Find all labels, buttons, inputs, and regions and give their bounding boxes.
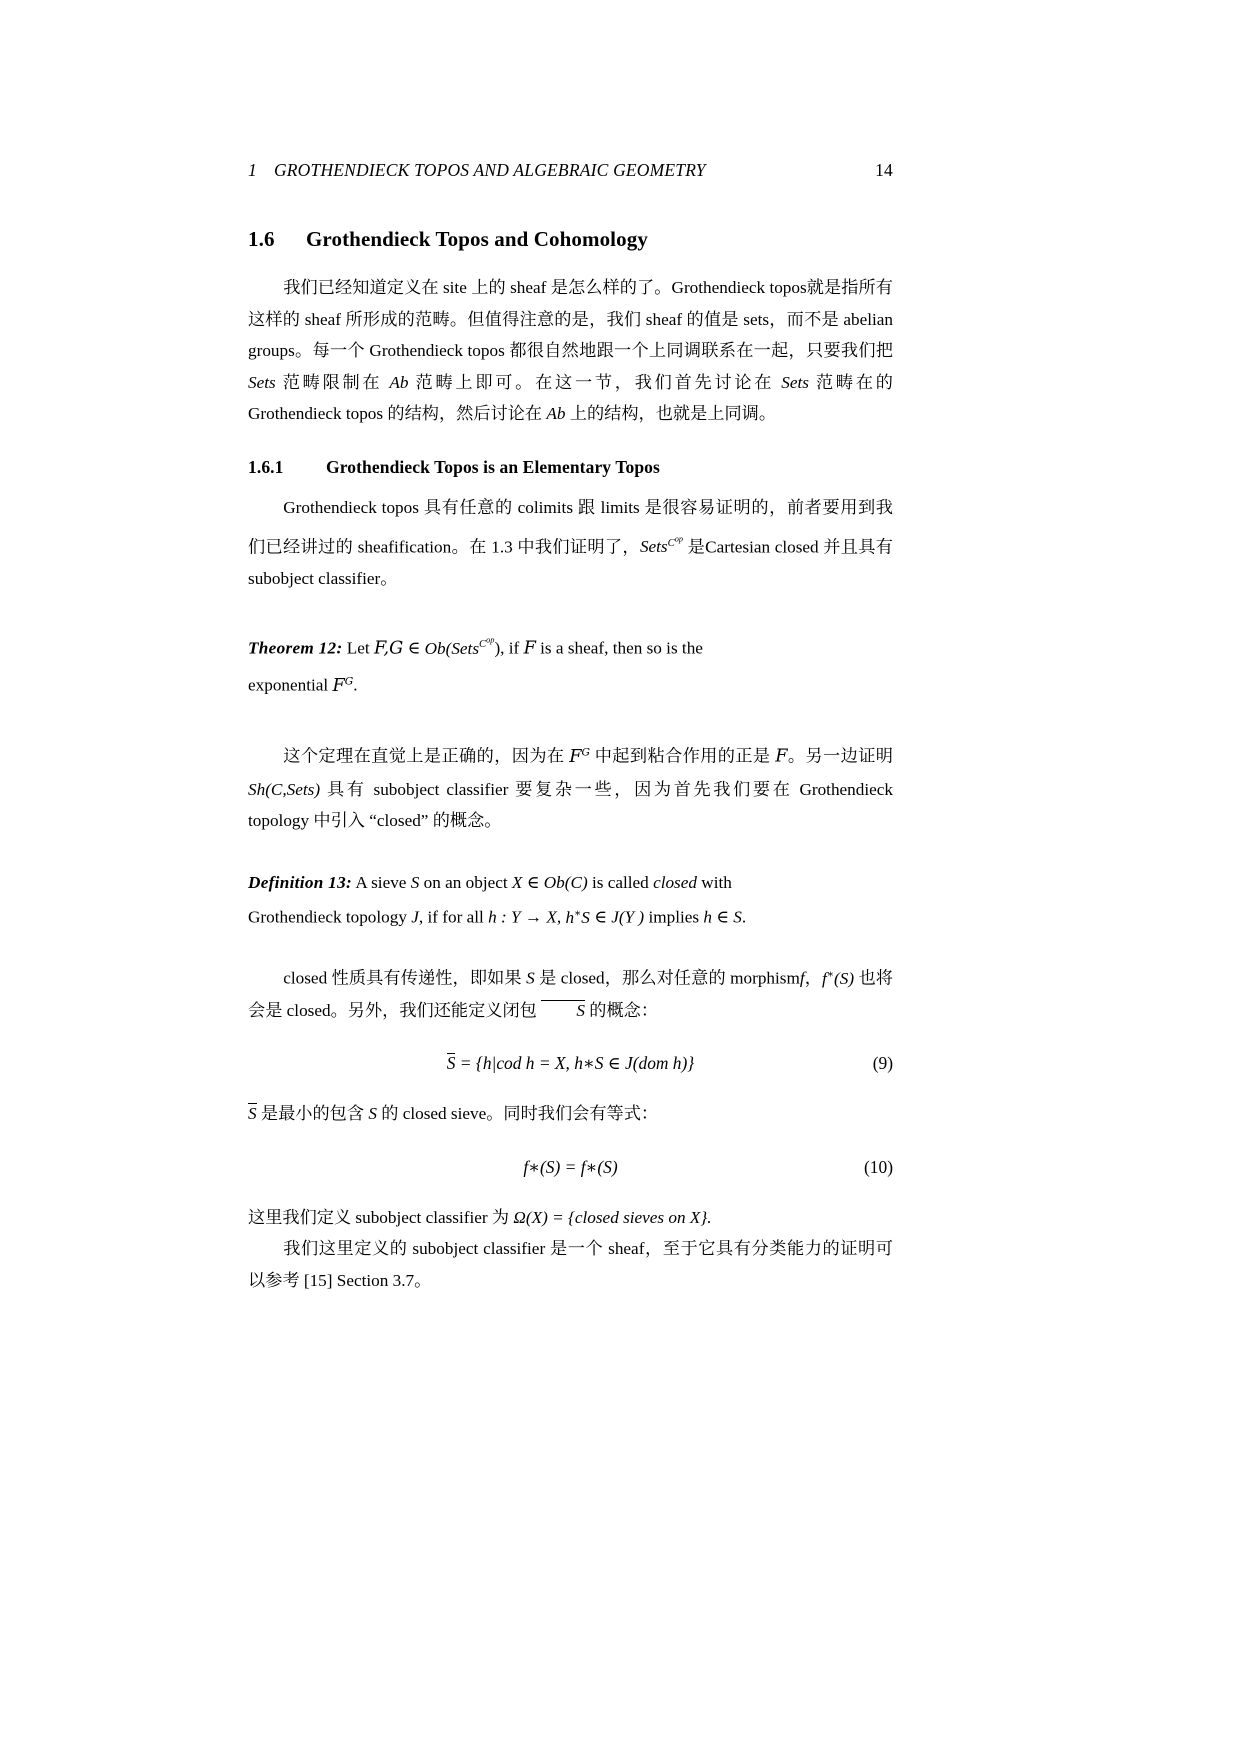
p1-math-ab2: Ab	[546, 404, 566, 423]
paragraph-colimits	[248, 492, 893, 595]
p4-line2d: 的概念：	[584, 1000, 659, 1020]
section-heading	[248, 227, 893, 252]
p1-math-sets2: Sets	[781, 372, 809, 392]
definition-13-math-jy: J(Y )	[611, 907, 645, 927]
equation-10-tag: (10)	[864, 1156, 893, 1177]
definition-13-line2d: ∈	[589, 907, 612, 927]
equation-9-lhs: S	[446, 1053, 456, 1073]
paragraph-intuition	[248, 736, 893, 836]
subsection-heading-title: Grothendieck Topos is an Elementary Topos	[326, 456, 660, 477]
p2-line1: Grothendieck topos 具有任意的 colimits 跟 limits 是很容易证明的，前	[283, 497, 805, 517]
p1-line4c: 范畴上即可。在	[408, 372, 556, 392]
subsection-heading-number: 1.6.1	[248, 456, 284, 477]
p3-line3: 们要在 Grothendieck topology 中引入 “closed” 的概念。	[248, 779, 893, 831]
p4-math-sbar: S	[541, 1000, 585, 1019]
theorem-12-text-a: Let	[342, 638, 374, 658]
p4-line2b: ，	[804, 969, 823, 988]
p4-line1a: closed 性质具有传递性，即如果	[283, 969, 527, 988]
p2-line2a: 者要用到我们已经讲过的 sheafification。在 1.3 中我们证明了，	[248, 497, 893, 557]
p3-math-sh: Sh(C,Sets)	[248, 779, 321, 799]
p5-line-c: 的 closed sieve。同时我们会有等式：	[376, 1104, 659, 1123]
running-head	[248, 160, 893, 181]
p4-math-fstar-s	[822, 969, 854, 988]
theorem-12-exponential	[332, 676, 353, 695]
p4-math-star: ∗	[826, 969, 835, 981]
definition-13-emph-closed: closed	[653, 872, 697, 892]
p1-math-ab: Ab	[389, 372, 409, 392]
p4-line2c: 也将会是 closed。另外，我们还能定义闭包	[248, 969, 893, 1020]
p1-line2: 就是指所有这样的 sheaf 所形成的范畴。但值得注意的是，我们 sheaf 的值	[248, 278, 893, 329]
definition-13-math-hyx: h : Y → X	[488, 907, 557, 927]
p2-math-sets: Sets	[639, 537, 668, 557]
definition-13-text-a: A sieve	[352, 872, 411, 892]
p3-math-f: F	[569, 747, 582, 768]
theorem-12-text-c: ), if	[494, 638, 524, 658]
definition-13-text-d: is called	[587, 872, 654, 892]
theorem-12-math-fg: F,G	[373, 638, 404, 659]
running-head-title: GROTHENDIECK TOPOS AND ALGEBRAIC GEOMETRY	[273, 160, 706, 180]
page-number: 14	[875, 160, 893, 180]
p2-line2b: 是	[683, 537, 706, 557]
equation-9	[248, 1048, 893, 1078]
definition-13-math-h2: h	[565, 907, 575, 927]
definition-13-line2g: .	[741, 907, 747, 927]
theorem-12-ob-text: Ob(Sets	[424, 638, 480, 658]
p7-line1: 我们这里定义的 subobject classifier 是一个 sheaf，至于它具有分类能	[283, 1239, 805, 1258]
definition-13	[248, 867, 893, 934]
page-content	[248, 160, 893, 1296]
theorem-12-sup-c	[479, 635, 495, 650]
paragraph-closed-transitive	[248, 959, 893, 1026]
definition-13-math-s3: S	[733, 907, 742, 927]
p3-line1c: 。	[787, 747, 806, 767]
p3-line1b: 中起到粘合作用的正是	[590, 747, 776, 767]
definition-13-math-h3: h	[703, 907, 712, 927]
definition-13-math-x: X	[511, 872, 523, 892]
p1-line6a: 讨论在	[490, 404, 547, 423]
p1-line6b: 上的结构，也就是上同调。	[565, 404, 777, 423]
section-heading-number: 1.6	[248, 227, 275, 251]
definition-13-line2b: , if for all	[418, 907, 489, 927]
p3-math-fg	[569, 747, 590, 766]
definition-13-line2a: Grothendieck topology	[248, 907, 412, 927]
equation-9-body	[447, 1053, 695, 1073]
p2-line3: Cartesian closed 并且具有 subobject classifier。	[248, 537, 893, 588]
definition-13-math-hstar-s	[565, 908, 589, 927]
p3-math-f2: F	[775, 747, 788, 768]
p3-math-g: G	[581, 745, 591, 759]
p5-math-s: S	[368, 1104, 377, 1123]
p1-math-sets: Sets	[248, 372, 276, 392]
paragraph-reference	[248, 1233, 893, 1296]
equation-9-rhs: = {h|cod h = X, h∗S ∈ J(dom h)}	[455, 1053, 695, 1073]
p6-math-omega: Ω(X) = {	[513, 1207, 575, 1227]
theorem-12-math-f2: F	[332, 675, 345, 696]
p6-math-end: }.	[700, 1207, 712, 1227]
p7-line2: 力的证明可以参考 [15] Section 3.7。	[248, 1239, 893, 1290]
subsection-heading	[248, 457, 893, 478]
p4-math-s: S	[526, 969, 535, 988]
p4-math-f2: f	[822, 969, 827, 988]
p5-math-sbar: S	[248, 1104, 257, 1123]
definition-13-line2e: implies	[644, 907, 704, 927]
equation-10	[248, 1152, 893, 1182]
p4-math-s-paren: (S)	[834, 969, 855, 988]
p3-line2a: 另一边证明	[805, 747, 893, 767]
p3-line2b: 具有 subobject classifier 要复杂一些，因为首先我	[320, 779, 734, 799]
equation-10-body: f∗(S) = f∗(S)	[523, 1156, 618, 1177]
definition-13-math-j: J	[411, 907, 419, 927]
theorem-12-label: Theorem 12:	[248, 638, 343, 658]
definition-13-label: Definition 13:	[248, 872, 352, 892]
p5-line-b: 是最小的包含	[256, 1104, 369, 1123]
p1-line5b: 范畴在的 Grothendieck topos 的结构，然后	[248, 372, 893, 423]
theorem-12-line2a: exponential	[248, 675, 333, 695]
p1-line3: 是 sets，而不是 abelian groups。每一个 Grothendieck topos 都很自然地跟	[248, 309, 894, 360]
theorem-12-sup-c-text: C	[479, 638, 487, 650]
theorem-12-math-ob	[424, 635, 495, 658]
p2-sup-c-text: C	[667, 537, 675, 549]
paragraph-omega-definition	[248, 1202, 893, 1234]
p6-line-a: 这里我们定义 subobject classifier 为	[248, 1207, 514, 1227]
definition-13-text-e: with	[696, 872, 732, 892]
definition-13-text-b: on an object	[419, 872, 512, 892]
definition-13-math-obc: Ob(C)	[543, 872, 588, 892]
p1-line5a: 这一节，我们首先讨论在	[555, 372, 782, 392]
theorem-12-line2b: .	[353, 675, 358, 695]
paragraph-smallest-closed-sieve	[248, 1098, 893, 1130]
definition-13-math-s2: S	[581, 907, 590, 927]
definition-13-line2f: ∈	[711, 907, 734, 927]
p4-math-f: f	[799, 969, 805, 988]
paragraph-intro	[248, 272, 893, 430]
definition-13-math-s: S	[410, 872, 420, 892]
p2-math-sup-c	[667, 534, 684, 549]
equation-9-tag: (9)	[872, 1053, 893, 1073]
theorem-12-text-d: is a sheaf, then so is the	[535, 638, 703, 658]
p2-sup-op-text: op	[674, 534, 684, 543]
running-head-section-number: 1	[248, 160, 257, 180]
p1-line4a: 一个上同调联系在一起，只要我们把	[614, 341, 893, 360]
section-heading-title: Grothendieck Topos and Cohomology	[306, 227, 648, 251]
p1-line1: 我们已经知道定义在 site 上的 sheaf 是怎么样的了。Grothendieck topos	[283, 278, 807, 297]
definition-13-math-star: ∗	[574, 908, 582, 920]
theorem-12	[248, 624, 893, 702]
p4-line1b: 是 closed，那么对任意的 morphism	[534, 969, 800, 988]
theorem-12-text-b: ∈	[403, 638, 425, 658]
theorem-12-sup-op-text: op	[486, 635, 495, 645]
theorem-12-math-f: F	[523, 638, 536, 659]
p3-line1a: 这个定理在直觉上是正确的，因为在	[283, 747, 570, 767]
p6-math-emph: closed sieves on X	[574, 1207, 701, 1227]
p2-math-setscop	[639, 534, 684, 557]
p1-line4b: 范畴限制在	[275, 372, 390, 392]
theorem-12-math-g2: G	[344, 674, 354, 688]
definition-13-text-c: ∈	[522, 872, 544, 892]
definition-13-line2c: ,	[556, 907, 566, 927]
